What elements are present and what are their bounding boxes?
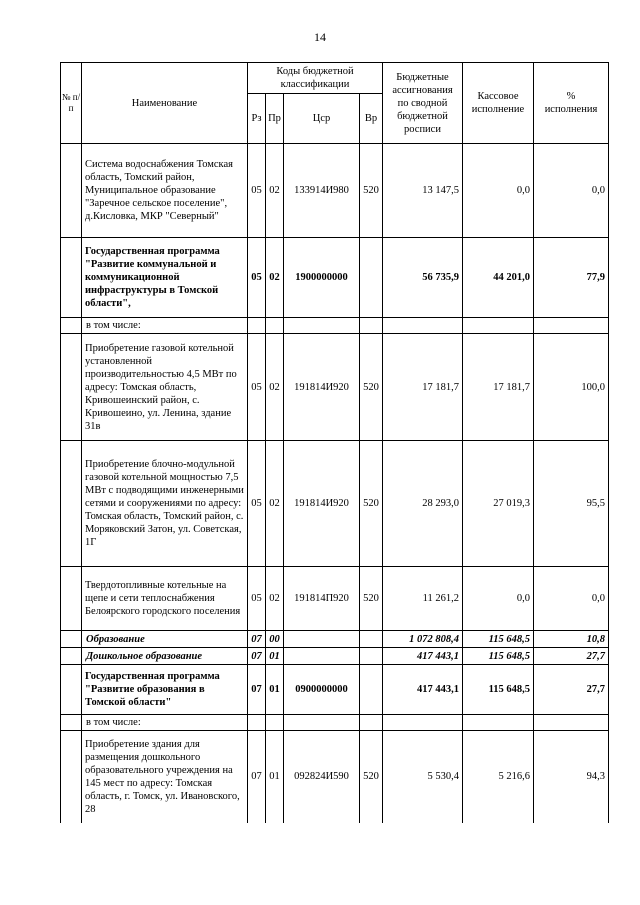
row-percent: 0,0 xyxy=(534,567,609,631)
header-cash: Кассовое исполнение xyxy=(463,63,534,144)
row-csr xyxy=(284,631,360,648)
row-csr: 133914И980 xyxy=(284,144,360,238)
row-pr: 00 xyxy=(266,631,284,648)
row-vr: 520 xyxy=(360,567,383,631)
row-rz: 07 xyxy=(248,665,266,715)
row-name: Твердотопливные котельные на щепе и сети теплоснабжения Белоярского городского поселения xyxy=(82,567,248,631)
row-vr: 520 xyxy=(360,441,383,567)
row-name: Приобретение блочно-модульной газовой котельной мощностью 7,5 МВт с подводящими инженерными сетями и сооружениями по адресу: Томская область, Томский район, с. Моряковский Затон, ул. Советская, 1Г xyxy=(82,441,248,567)
row-name: Образование xyxy=(82,631,248,648)
empty-cell xyxy=(266,715,284,731)
empty-cell xyxy=(534,318,609,334)
row-number xyxy=(61,715,82,731)
table-row xyxy=(61,144,609,238)
row-cash: 27 019,3 xyxy=(463,441,534,567)
row-percent: 27,7 xyxy=(534,665,609,715)
row-name: Система водоснабжения Томская область, Томский район, Муниципальное образование "Заречное сельское поселение", д.Кисловка, МКР "Северный" xyxy=(82,144,248,238)
row-vr: 520 xyxy=(360,731,383,823)
table-row xyxy=(61,648,609,665)
row-pr: 01 xyxy=(266,648,284,665)
row-budget: 56 735,9 xyxy=(383,238,463,318)
empty-cell xyxy=(360,318,383,334)
row-number xyxy=(61,441,82,567)
row-vr xyxy=(360,631,383,648)
table-row xyxy=(61,318,609,334)
row-budget: 5 530,4 xyxy=(383,731,463,823)
row-cash: 115 648,5 xyxy=(463,631,534,648)
row-pr: 01 xyxy=(266,665,284,715)
row-note: в том числе: xyxy=(82,715,248,731)
empty-cell xyxy=(383,318,463,334)
header-pr: Пр xyxy=(266,94,284,144)
row-rz: 05 xyxy=(248,238,266,318)
row-budget: 11 261,2 xyxy=(383,567,463,631)
row-pr: 02 xyxy=(266,238,284,318)
row-vr: 520 xyxy=(360,144,383,238)
table-row xyxy=(61,631,609,648)
header-csr: Цср xyxy=(284,94,360,144)
row-pr: 01 xyxy=(266,731,284,823)
table-row xyxy=(61,441,609,567)
row-vr: 520 xyxy=(360,334,383,441)
row-percent: 94,3 xyxy=(534,731,609,823)
row-budget: 417 443,1 xyxy=(383,665,463,715)
header-rz: Рз xyxy=(248,94,266,144)
row-budget: 28 293,0 xyxy=(383,441,463,567)
row-cash: 5 216,6 xyxy=(463,731,534,823)
row-number xyxy=(61,334,82,441)
header-vr: Вр xyxy=(360,94,383,144)
row-csr: 191814И920 xyxy=(284,334,360,441)
row-vr xyxy=(360,648,383,665)
page-number: 14 xyxy=(314,30,326,44)
header-number: № п/п xyxy=(61,63,82,144)
empty-cell xyxy=(248,715,266,731)
empty-cell xyxy=(284,318,360,334)
row-number xyxy=(61,665,82,715)
row-number xyxy=(61,648,82,665)
empty-cell xyxy=(383,715,463,731)
row-percent: 100,0 xyxy=(534,334,609,441)
header-percent: % исполнения xyxy=(534,63,609,144)
row-name: Приобретение газовой котельной установленной производительностью 4,5 МВт по адресу: Томская область, Кривошеинский район, с. Кривошеино, ул. Ленина, здание 31в xyxy=(82,334,248,441)
row-budget: 417 443,1 xyxy=(383,648,463,665)
table-row xyxy=(61,665,609,715)
row-name: Дошкольное образование xyxy=(82,648,248,665)
row-number xyxy=(61,731,82,823)
row-percent: 27,7 xyxy=(534,648,609,665)
header-budget: Бюджетные ассигнования по сводной бюджетной росписи xyxy=(383,63,463,144)
empty-cell xyxy=(463,318,534,334)
row-rz: 05 xyxy=(248,144,266,238)
row-pr: 02 xyxy=(266,567,284,631)
row-rz: 05 xyxy=(248,441,266,567)
empty-cell xyxy=(360,715,383,731)
row-csr: 1900000000 xyxy=(284,238,360,318)
row-number xyxy=(61,631,82,648)
table-row xyxy=(61,238,609,318)
row-pr: 02 xyxy=(266,144,284,238)
header-codes: Коды бюджетной классификации xyxy=(248,63,383,94)
row-number xyxy=(61,238,82,318)
row-name: Государственная программа "Развитие коммунальной и коммуникационной инфраструктуры в Томской области", xyxy=(82,238,248,318)
row-rz: 05 xyxy=(248,334,266,441)
row-cash: 115 648,5 xyxy=(463,665,534,715)
row-budget: 13 147,5 xyxy=(383,144,463,238)
empty-cell xyxy=(266,318,284,334)
row-pr: 02 xyxy=(266,334,284,441)
empty-cell xyxy=(534,715,609,731)
row-name: Государственная программа "Развитие образования в Томской области" xyxy=(82,665,248,715)
row-cash: 44 201,0 xyxy=(463,238,534,318)
row-cash: 0,0 xyxy=(463,144,534,238)
empty-cell xyxy=(463,715,534,731)
row-cash: 115 648,5 xyxy=(463,648,534,665)
row-percent: 77,9 xyxy=(534,238,609,318)
table-row xyxy=(61,715,609,731)
row-number xyxy=(61,318,82,334)
row-cash: 17 181,7 xyxy=(463,334,534,441)
row-cash: 0,0 xyxy=(463,567,534,631)
row-pr: 02 xyxy=(266,441,284,567)
table-row xyxy=(61,731,609,823)
row-vr xyxy=(360,665,383,715)
row-csr: 191814П920 xyxy=(284,567,360,631)
row-budget: 1 072 808,4 xyxy=(383,631,463,648)
header-name: Наименование xyxy=(82,63,248,144)
row-number xyxy=(61,567,82,631)
row-name: Приобретение здания для размещения дошкольного образовательного учреждения на 145 мест по адресу: Томская область, г. Томск, ул. Ивановского, 28 xyxy=(82,731,248,823)
table-row xyxy=(61,567,609,631)
row-note: в том числе: xyxy=(82,318,248,334)
row-vr xyxy=(360,238,383,318)
row-percent: 95,5 xyxy=(534,441,609,567)
empty-cell xyxy=(248,318,266,334)
row-budget: 17 181,7 xyxy=(383,334,463,441)
row-rz: 05 xyxy=(248,567,266,631)
budget-execution-table xyxy=(60,62,609,823)
row-rz: 07 xyxy=(248,731,266,823)
row-percent: 10,8 xyxy=(534,631,609,648)
row-percent: 0,0 xyxy=(534,144,609,238)
row-csr: 092824И590 xyxy=(284,731,360,823)
row-csr: 191814И920 xyxy=(284,441,360,567)
row-csr xyxy=(284,648,360,665)
row-number xyxy=(61,144,82,238)
empty-cell xyxy=(284,715,360,731)
row-rz: 07 xyxy=(248,648,266,665)
table-row xyxy=(61,334,609,441)
row-csr: 0900000000 xyxy=(284,665,360,715)
row-rz: 07 xyxy=(248,631,266,648)
